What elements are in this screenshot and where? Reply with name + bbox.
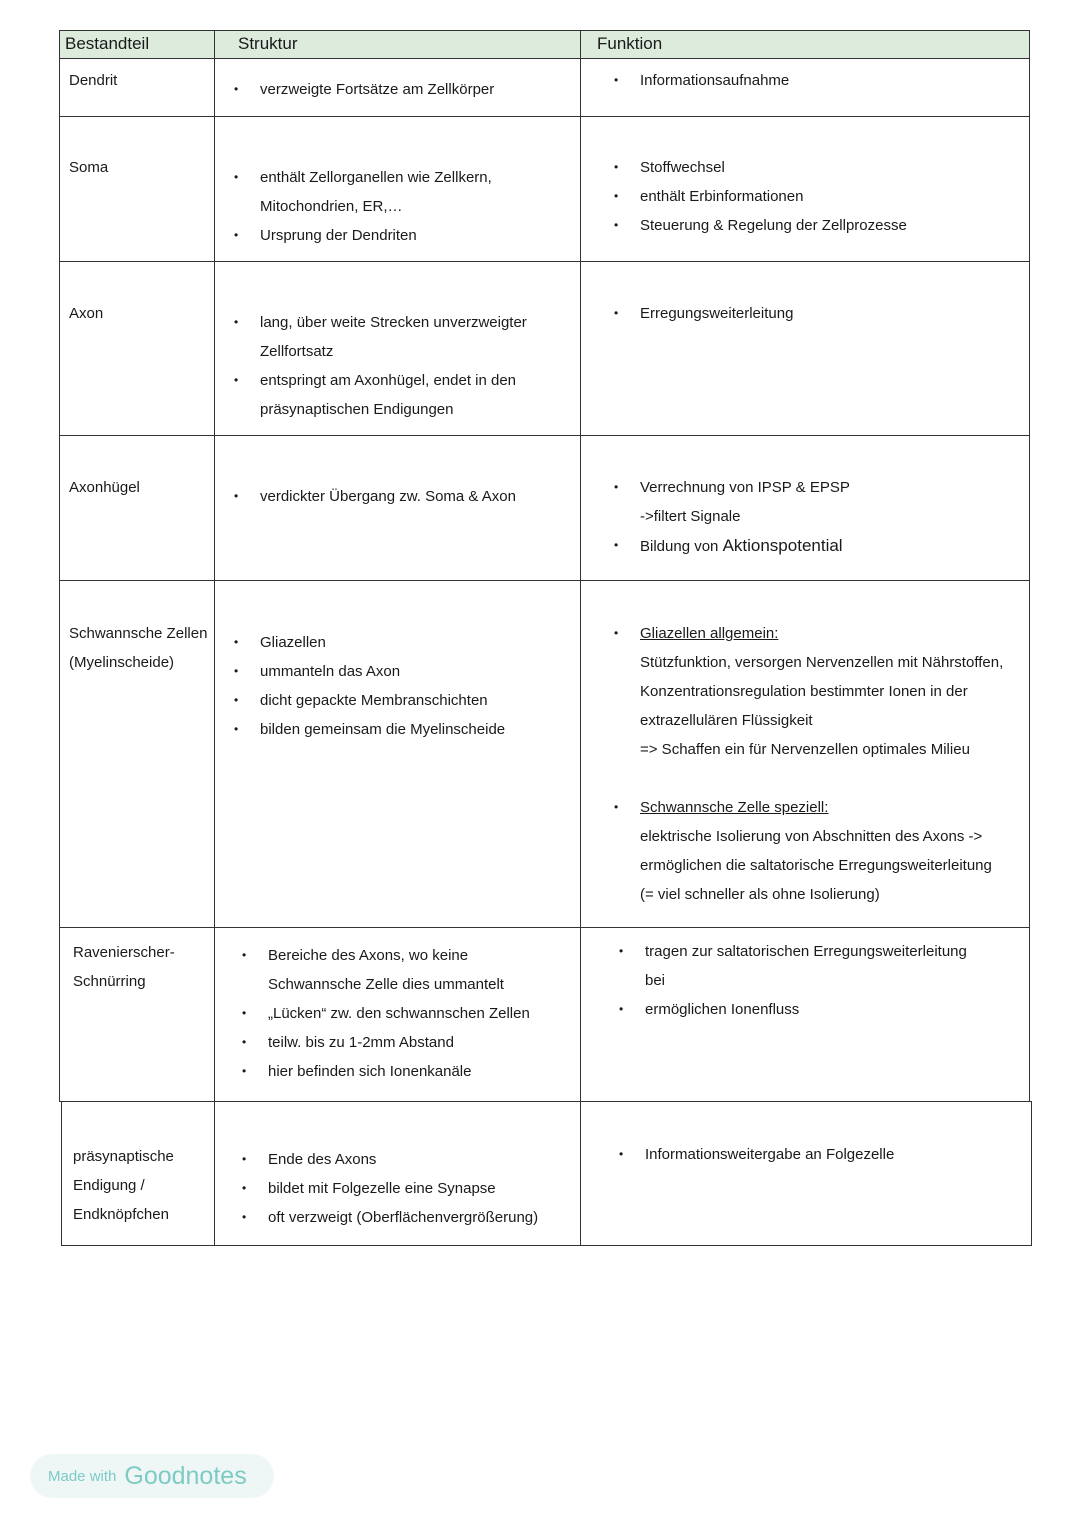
bullet-item — [612, 211, 1024, 240]
bullet-item — [232, 366, 572, 395]
continuation-line — [232, 337, 572, 366]
table-border-top — [59, 30, 1030, 31]
bullet-item — [240, 999, 575, 1028]
goodnotes-badge — [30, 1454, 274, 1498]
row-endigung-function — [617, 1140, 1027, 1169]
table-border-right — [1029, 30, 1030, 1102]
bullet-item — [232, 686, 572, 715]
bullet-item — [232, 628, 572, 657]
part-line: (Myelinscheide) — [69, 654, 175, 671]
item-text: Steuerung & Regelung der Zellprozesse — [640, 217, 907, 234]
item-text: „Lücken“ zw. den schwannschen Zellen — [268, 1005, 530, 1022]
item-text: extrazellulären Flüssigkeit — [640, 712, 813, 729]
bullet-item — [612, 793, 1028, 822]
item-text: oft verzweigt (Oberflächenvergrößerung) — [268, 1209, 539, 1226]
row-axonhuegel-part — [69, 473, 214, 502]
row-axon-part — [69, 299, 214, 328]
continuation-line — [612, 648, 1028, 677]
bullet-item — [232, 308, 572, 337]
part-line: Endigung / — [73, 1177, 145, 1194]
continuation-line — [612, 677, 1028, 706]
item-text: Stoffwechsel — [640, 159, 725, 176]
item-text: bildet mit Folgezelle eine Synapse — [268, 1180, 496, 1197]
bullet-item — [232, 482, 572, 511]
item-text: bei — [645, 972, 666, 989]
item-text: Informationsweitergabe an Folgezelle — [645, 1146, 895, 1163]
bullet-item — [612, 531, 1024, 561]
item-text: ->filtert Signale — [640, 508, 741, 525]
bullet-item — [240, 1057, 575, 1086]
row-soma-part — [69, 153, 214, 182]
row-schnuerring-structure — [240, 941, 575, 1086]
item-text: präsynaptischen Endigungen — [260, 401, 454, 418]
row-endigung-part — [73, 1142, 213, 1229]
part-line: Endknöpfchen — [73, 1206, 169, 1223]
item-text: Erregungsweiterleitung — [640, 305, 794, 322]
row-soma-structure — [232, 163, 572, 250]
item-text: ummanteln das Axon — [260, 663, 401, 680]
row-divider — [59, 580, 1030, 581]
continuation-line — [232, 395, 572, 424]
row-schwann-part — [69, 619, 219, 677]
header-struktur: Struktur — [238, 34, 298, 53]
bullet-item — [612, 473, 1024, 502]
row-axonhuegel-function — [612, 473, 1024, 561]
item-text: Gliazellen — [260, 634, 326, 651]
item-text: ermöglichen Ionenfluss — [645, 1001, 800, 1018]
part-line: präsynaptische — [73, 1148, 174, 1165]
row-soma-function — [612, 153, 1024, 240]
item-text: ermöglichen die saltatorische Erregungsweiterleitung — [640, 857, 992, 874]
part-line: Axon — [69, 305, 104, 322]
item-text: verdickter Übergang zw. Soma & Axon — [260, 488, 516, 505]
item-text: bilden gemeinsam die Myelinscheide — [260, 721, 506, 738]
bullet-item — [612, 619, 1028, 648]
table-border-left — [59, 30, 60, 1102]
bullet-item — [232, 163, 572, 192]
row-endigung-structure — [240, 1145, 575, 1232]
row-divider — [59, 927, 1030, 928]
row-schnuerring-function — [617, 937, 1027, 1024]
bullet-item — [240, 1174, 575, 1203]
subheading-text: Schwannsche Zelle speziell: — [640, 799, 829, 816]
item-text: elektrische Isolierung von Abschnitten des Axons -> — [640, 828, 983, 845]
row-dendrit-function — [612, 66, 1024, 95]
part-line: Axonhügel — [69, 479, 140, 496]
part-line: Ravenierscher- — [73, 944, 175, 961]
bullet-item — [612, 299, 1024, 328]
continuation-line — [232, 192, 572, 221]
table-header-background — [59, 30, 1030, 58]
row-schnuerring-part — [73, 938, 213, 996]
item-text: (= viel schneller als ohne Isolierung) — [640, 886, 880, 903]
part-line: Dendrit — [69, 72, 118, 89]
item-text: enthält Erbinformationen — [640, 188, 804, 205]
continuation-line — [612, 502, 1024, 531]
item-text: Ursprung der Dendriten — [260, 227, 417, 244]
item-text: entspringt am Axonhügel, endet in den — [260, 372, 517, 389]
item-text: => Schaffen ein für Nervenzellen optimales Milieu — [640, 741, 970, 758]
bullet-item — [232, 75, 572, 104]
row-schwann-function — [612, 619, 1028, 909]
bullet-item — [617, 1140, 1027, 1169]
item-text: Konzentrationsregulation bestimmter Ionen in der — [640, 683, 968, 700]
item-text: dicht gepackte Membranschichten — [260, 692, 488, 709]
continuation-line — [612, 706, 1028, 735]
row-dendrit-structure — [232, 75, 572, 104]
bullet-item — [240, 1203, 575, 1232]
row-divider — [59, 116, 1030, 117]
continuation-line — [240, 970, 575, 999]
bullet-item — [612, 66, 1024, 95]
header-divider — [59, 58, 1030, 59]
item-text: lang, über weite Strecken unverzweigter — [260, 314, 527, 331]
emphasized-term: Aktionspotential — [722, 536, 843, 555]
item-text: Ende des Axons — [268, 1151, 377, 1168]
continuation-line — [612, 822, 1028, 851]
bullet-item — [240, 1145, 575, 1174]
part-line: Schnürring — [73, 973, 146, 990]
bullet-item — [612, 153, 1024, 182]
bullet-item — [232, 715, 572, 744]
table-border-bottom — [61, 1245, 1032, 1246]
row-axon-structure — [232, 308, 572, 424]
header-bestandteil: Bestandteil — [65, 34, 150, 53]
bullet-item — [617, 937, 1027, 966]
spacer — [612, 764, 1028, 793]
continuation-line — [612, 880, 1028, 909]
row-dendrit-part — [69, 66, 214, 95]
continuation-line — [612, 851, 1028, 880]
bullet-item — [240, 941, 575, 970]
item-text: tragen zur saltatorischen Erregungsweiterleitung — [645, 943, 967, 960]
header-funktion: Funktion — [597, 34, 663, 53]
made-with-text: Made with — [48, 1467, 117, 1485]
table-border-left — [61, 1101, 62, 1246]
subheading-text: Gliazellen allgemein: — [640, 625, 779, 642]
item-text: Mitochondrien, ER,… — [260, 198, 403, 215]
row-divider — [59, 435, 1030, 436]
continuation-line — [612, 735, 1028, 764]
item-text: Zellfortsatz — [260, 343, 334, 360]
item-text: Bereiche des Axons, wo keine — [268, 947, 469, 964]
item-text: hier befinden sich Ionenkanäle — [268, 1063, 472, 1080]
bullet-item — [232, 657, 572, 686]
table-border-right — [1031, 1101, 1032, 1246]
item-text: teilw. bis zu 1-2mm Abstand — [268, 1034, 454, 1051]
item-text: enthält Zellorganellen wie Zellkern, — [260, 169, 492, 186]
bullet-item — [617, 995, 1027, 1024]
item-text: Bildung von — [640, 538, 723, 555]
column-divider — [580, 30, 581, 1246]
goodnotes-logo: Goodnotes — [124, 1461, 247, 1490]
item-text: Verrechnung von IPSP & EPSP — [640, 479, 850, 496]
item-text: Schwannsche Zelle dies ummantelt — [268, 976, 504, 993]
part-line: Schwannsche Zellen — [69, 625, 208, 642]
item-text: verzweigte Fortsätze am Zellkörper — [260, 81, 495, 98]
row-axonhuegel-structure — [232, 482, 572, 511]
continuation-line — [617, 966, 1027, 995]
bullet-item — [240, 1028, 575, 1057]
bullet-item — [612, 182, 1024, 211]
row-axon-function — [612, 299, 1024, 328]
row-divider — [59, 261, 1030, 262]
row-divider — [59, 1101, 1032, 1102]
item-text: Stützfunktion, versorgen Nervenzellen mit Nährstoffen, — [640, 654, 1004, 671]
part-line: Soma — [69, 159, 109, 176]
row-schwann-structure — [232, 628, 572, 744]
bullet-item — [232, 221, 572, 250]
item-text: Informationsaufnahme — [640, 72, 790, 89]
